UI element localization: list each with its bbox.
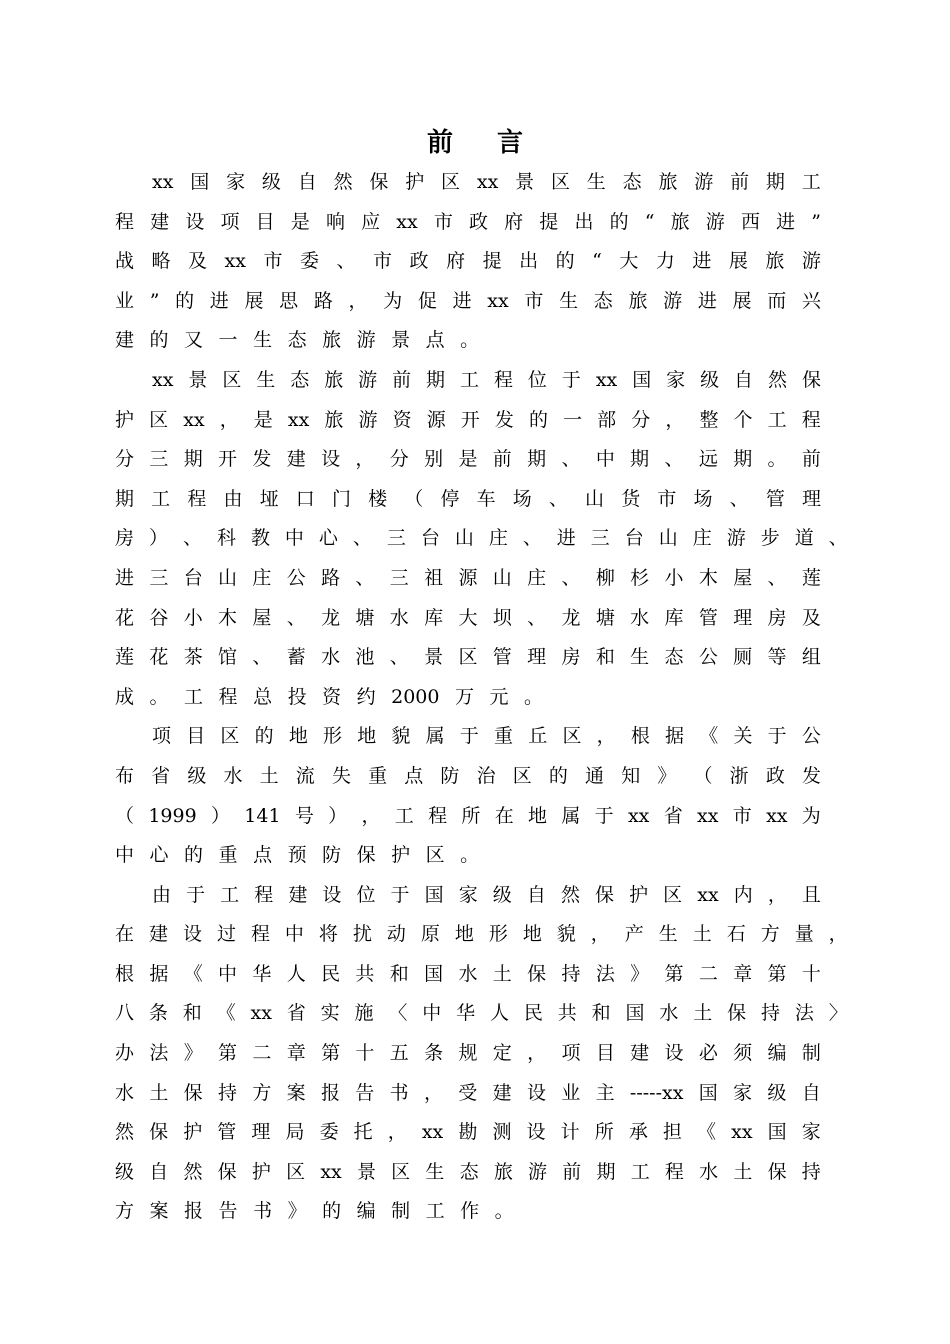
paragraph-line: 业 ” 的 进 展 思 路 ， 为 促 进 xx 市 生 态 旅 游 进 展 而 兴 xyxy=(115,289,821,312)
paragraph-line: 水 土 保 持 方 案 报 告 书 ， 受 建 设 业 主 -----xx 国 家 级 自 xyxy=(115,1081,821,1104)
paragraph-line: 房 ） 、 科 教 中 心 、 三 台 山 庄 、 进 三 台 山 庄 游 步 道 、 xyxy=(115,527,848,550)
paragraph-line: 程 建 设 项 目 是 响 应 xx 市 政 府 提 出 的 “ 旅 游 西 进 ” xyxy=(115,210,821,233)
paragraph-line: 项 目 区 的 地 形 地 貌 属 于 重 丘 区 ， 根 据 《 关 于 公 xyxy=(152,725,821,748)
paragraph-line: 布 省 级 水 土 流 失 重 点 防 治 区 的 通 知 》 （ 浙 政 发 xyxy=(115,764,821,787)
paragraph-line: 莲 花 茶 馆 、 蓄 水 池 、 景 区 管 理 房 和 生 态 公 厕 等 组 xyxy=(115,646,821,669)
paragraph-line: 根 据 《 中 华 人 民 共 和 国 水 土 保 持 法 》 第 二 章 第 十 xyxy=(115,962,821,985)
paragraph-line: 建 的 又 一 生 态 旅 游 景 点 。 xyxy=(115,329,480,352)
paragraph-line: 护 区 xx ， 是 xx 旅 游 资 源 开 发 的 一 部 分 ， 整 个 工 程 xyxy=(115,408,821,431)
document-title: 前言 xyxy=(426,128,567,158)
paragraph-line: 花 谷 小 木 屋 、 龙 塘 水 库 大 坝 、 龙 塘 水 库 管 理 房 及 xyxy=(115,606,821,629)
paragraph-line: 在 建 设 过 程 中 将 扰 动 原 地 形 地 貌 ， 产 生 土 石 方 量 ， xyxy=(115,923,848,946)
document-body xyxy=(115,163,848,1232)
paragraph-line: 分 三 期 开 发 建 设 ， 分 别 是 前 期 、 中 期 、 远 期 。 前 xyxy=(115,448,821,471)
paragraph-line: 中 心 的 重 点 预 防 保 护 区 。 xyxy=(115,844,480,867)
paragraph-line: 成 。 工 程 总 投 资 约 2000 万 元 。 xyxy=(115,685,544,708)
paragraph-line: 八 条 和 《 xx 省 实 施 〈 中 华 人 民 共 和 国 水 土 保 持 法 〉 xyxy=(115,1002,848,1025)
paragraph-line: 由 于 工 程 建 设 位 于 国 家 级 自 然 保 护 区 xx 内 ， 且 xyxy=(152,883,821,906)
paragraph-line: xx 景 区 生 态 旅 游 前 期 工 程 位 于 xx 国 家 级 自 然 保 xyxy=(152,368,821,391)
paragraph-line: （ 1999 ） 141 号 ） ， 工 程 所 在 地 属 于 xx 省 xx 市 xx 为 xyxy=(115,804,821,827)
paragraph-line: 进 三 台 山 庄 公 路 、 三 祖 源 山 庄 、 柳 杉 小 木 屋 、 莲 xyxy=(115,566,821,589)
paragraph-line: xx 国 家 级 自 然 保 护 区 xx 景 区 生 态 旅 游 前 期 工 xyxy=(152,171,821,193)
paragraph-line: 然 保 护 管 理 局 委 托 ， xx 勘 测 设 计 所 承 担 《 xx 国 家 xyxy=(115,1121,821,1144)
paragraph-line: 方 案 报 告 书 》 的 编 制 工 作 。 xyxy=(115,1200,514,1223)
paragraph-line: 级 自 然 保 护 区 xx 景 区 生 态 旅 游 前 期 工 程 水 土 保 持 xyxy=(115,1160,821,1183)
paragraph-line: 战 略 及 xx 市 委 、 市 政 府 提 出 的 “ 大 力 进 展 旅 游 xyxy=(115,250,821,273)
paragraph-line: 办 法 》 第 二 章 第 十 五 条 规 定 ， 项 目 建 设 必 须 编 制 xyxy=(115,1042,821,1065)
paragraph-line: 期 工 程 由 垭 口 门 楼 （ 停 车 场 、 山 货 市 场 、 管 理 xyxy=(115,487,821,510)
